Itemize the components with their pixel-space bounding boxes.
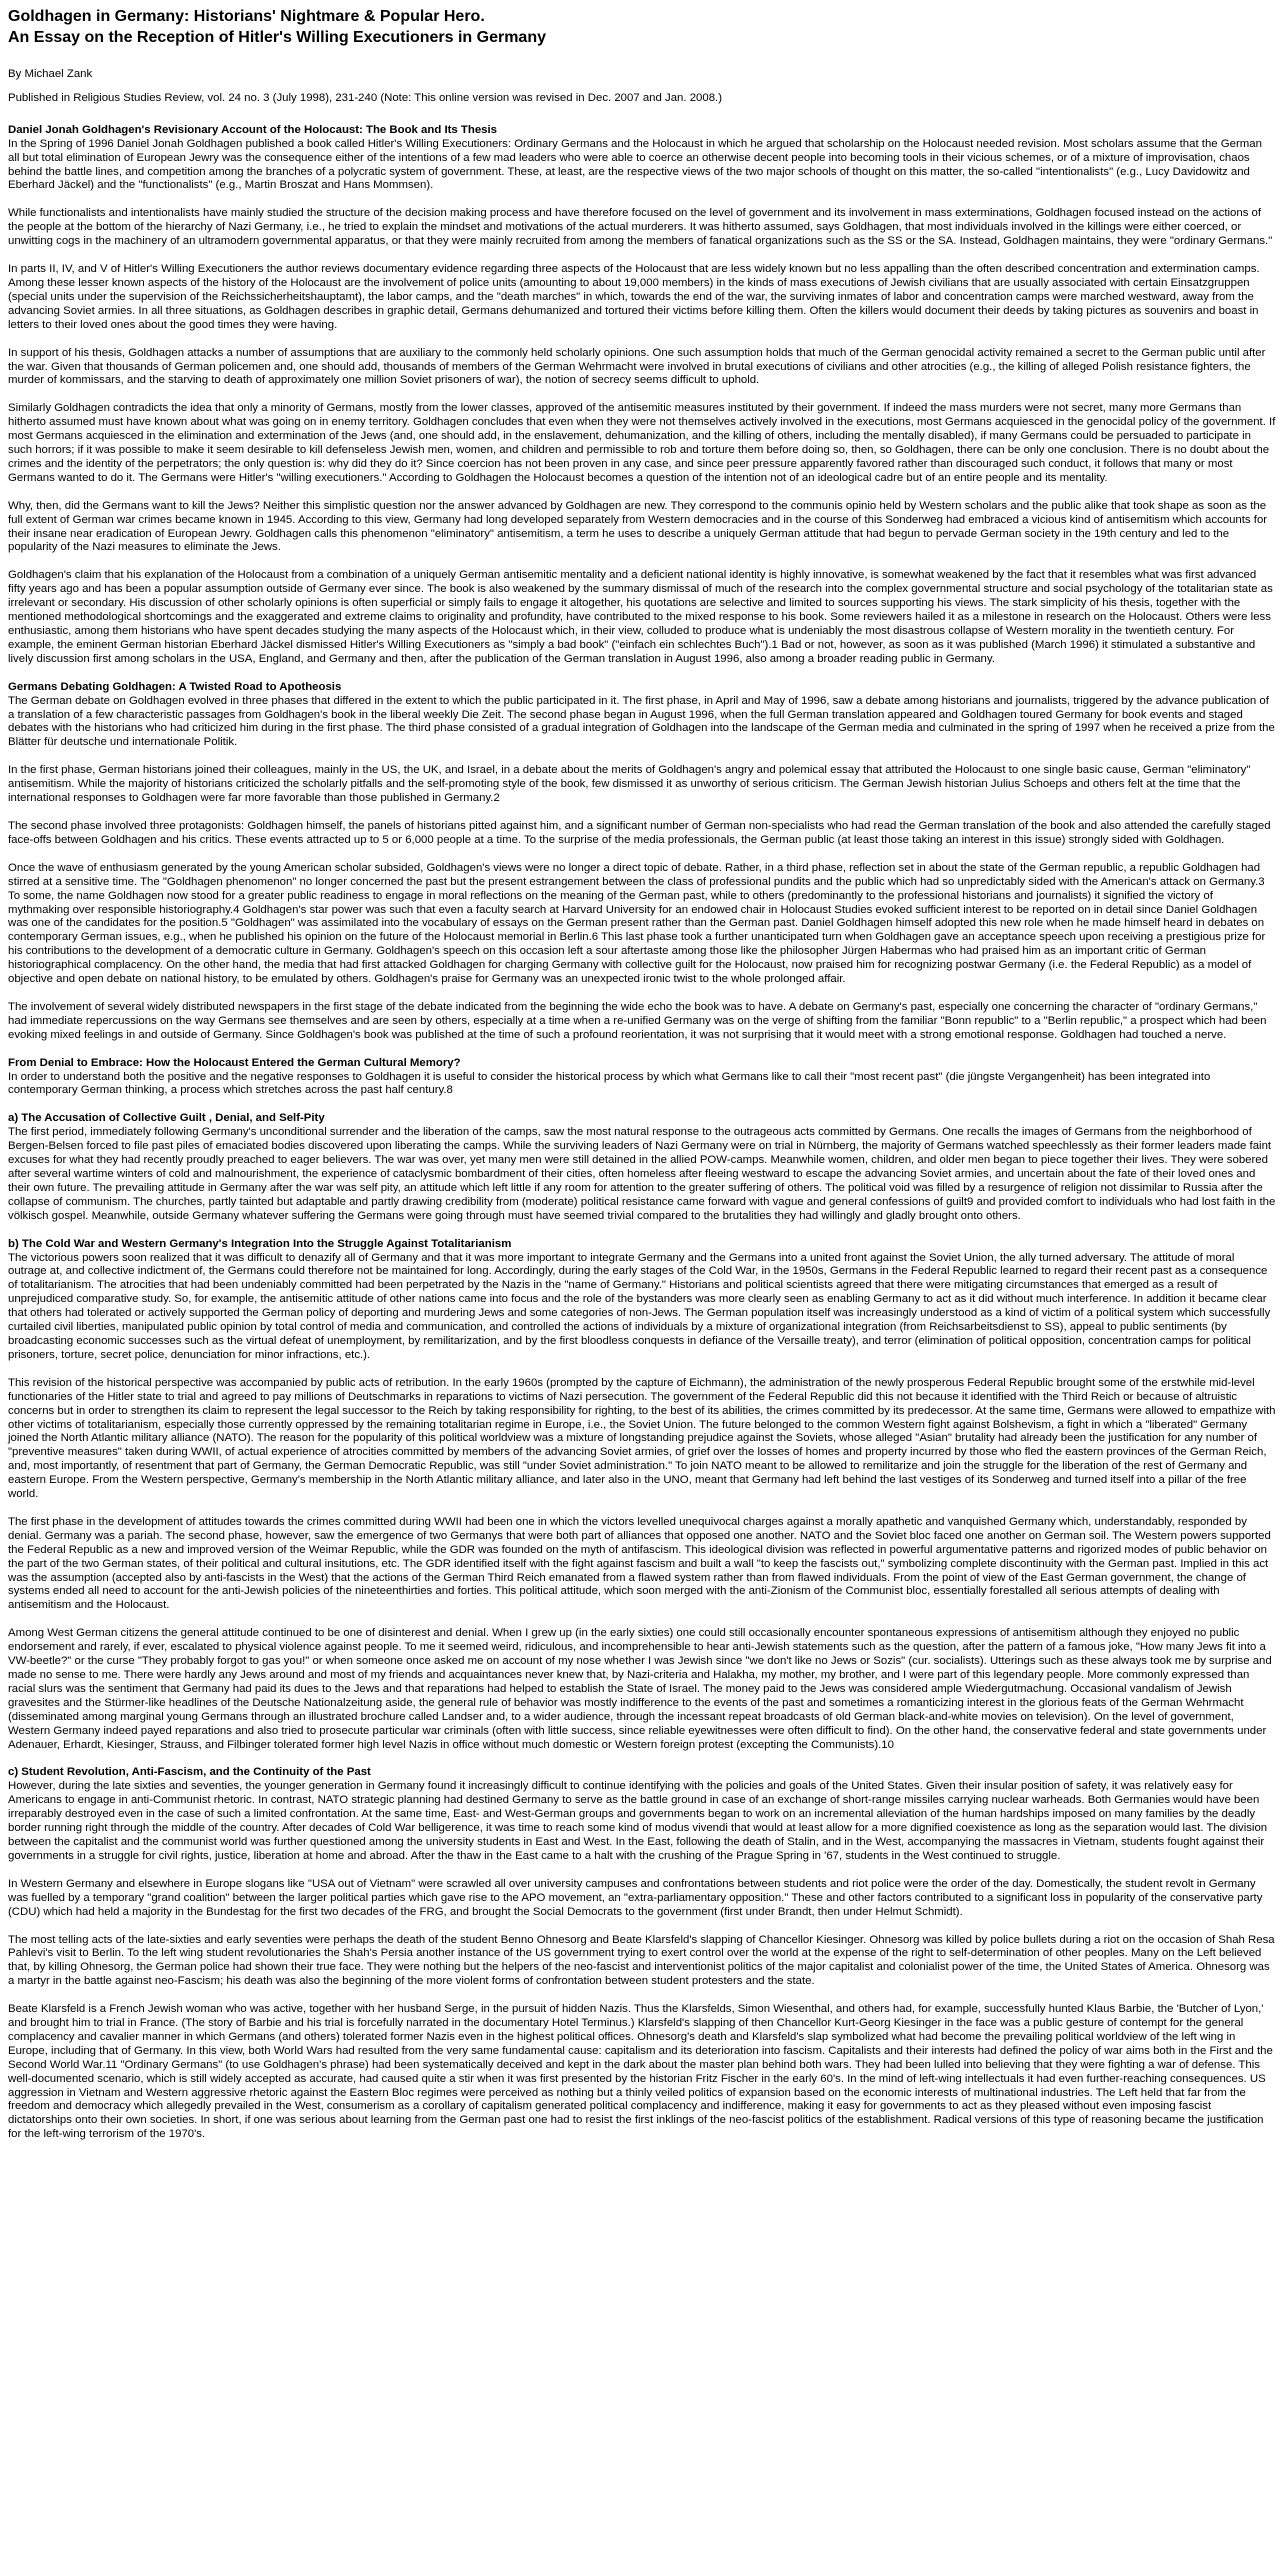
paragraph [8, 1878, 1276, 1920]
paragraph-text: Why, then, did the Germans want to kill the Jews? Neither this simplistic question nor the answer advanced by Goldhagen are new. They correspond to the communis opinio held by Western scholars and the public alike that took shape as soon as the full extent of German war crimes became known in 1945. According to this view, Germany had long developed separately from Western democracies and in the course of this Sonderweg had embraced a vicious kind of antisemitism which accounts for their insane near eradication of European Jewry. Goldhagen calls this phenomenon "eliminatory" antisemitism, a term he uses to describe a uniquely German attitude that had begun to pervade German society in the 19th century and led to the popularity of the Nazi measures to eliminate the Jews. [8, 499, 1268, 554]
paragraph [8, 764, 1276, 806]
paragraph-text: The most telling acts of the late-sixties and early seventies were perhaps the death of the student Benno Ohnesorg and Beate Klarsfeld's slapping of Chancellor Kiesinger. Ohnesorg was killed by police bullets during a riot on the occasion of Shah Resa Pahlevi's visit to Berlin. To the left wing student revolutionaries the Shah's Persia another instance of the US government trying to exert control over the world at the expense of the right to self-determination of other peoples. Many on the Left believed that, by killing Ohnesorg, the German police had shown their true face. They were nothing but the helpers of the neo-fascist and interventionist politics of the major capitalist and colonialist power of the time, the United States of America. Ohnesorg was a martyr in the battle against neo-Fascism; his death was also the beginning of the more violent forms of confrontation between student protesters and the state. [8, 1933, 1275, 1988]
paragraph-text: The first period, immediately following Germany's unconditional surrender and the liberation of the camps, saw the most natural response to the outrageous acts committed by Germans. One recalls the images of Germans from the neighborhood of Bergen-Belsen forced to file past piles of emaciated bodies discovered upon liberating the camps. While the surviving leaders of Nazi Germany were on trial in Nürnberg, the majority of Germans watched speechlessly as their former leaders made faint excuses for what they had recently proudly preached to eager believers. The war was over, yet many men were still detained in the allied POW-camps. Meanwhile women, children, and older men began to piece together their lives. They were sobered after several wartime winters of cold and malnourishment, the experience of cataclysmic bombardment of their cities, often homeless after fleeing westward to escape the advancing Soviet armies, and uncertain about the fate of their loved ones and their own future. The prevailing attitude in Germany after the war was self pity, an attitude which left little if any room for attention to the greater suffering of others. The political void was filled by a resurgence of religion not dissimilar to Russia after the collapse of communism. The churches, partly tainted but adaptable and partly drawing credibility from (moderate) political resistance came forward with vague and general confessions of guilt9 and provided comfort to individuals who had lost faith in the völkisch gospel. Meanwhile, outside Germany whatever suffering the Germans were going through must have seemed trivial compared to the brutalities they had willingly and gladly brought onto others. [8, 1126, 1276, 1222]
paragraph-text: Once the wave of enthusiasm generated by the young American scholar subsided, Goldhagen's views were no longer a direct topic of debate. Rather, in a third phase, reflection set in about the state of the German republic, a republic Goldhagen had stirred at a sensitive time. The "Goldhagen phenomenon" no longer concerned the past but the present estrangement between the class of professional pundits and the public which had so unpredictably sided with the American's attack on Germany.3 To some, the name Goldhagen now stood for a greater public readiness to engage in moral reflections on the meaning of the German past, while to others (predominantly to the professional historians and journalists) it signified the victory of mythmaking over responsible historiography.4 Goldhagen's star power was such that even a faculty search at Harvard University for an endowed chair in Holocaust Studies evoked sufficient interest to be reported on in detail since Daniel Goldhagen was one of the candidates for the position.5 "Goldhagen" was assimilated into the vocabulary of essays on the German present rather than the German past. Daniel Goldhagen himself adopted this new role when he made himself heard in debates on contemporary German issues, e.g., when he published his opinion on the future of the Holocaust memorial in Berlin.6 This last phase took a further unanticipated turn when Goldhagen gave an acceptance speech upon receiving a prestigious prize for his contributions to the development of a democratic culture in Germany. Goldhagen's speech on this occasion left a sour aftertaste among those like the philosopher Jürgen Habermas who had praised him as an important critic of German historiographical complacency. On the other hand, the media that had first attacked Goldhagen for charging Germany with collective guilt for the Holocaust, now praised him for recognizing postwar Germany (i.e. the Federal Republic) as a model of objective and open debate on national history, to be emulated by others. Goldhagen's praise for Germany was an unexpected ironic twist to the whole prolonged affair. [8, 861, 1266, 986]
paragraph-text: Among West German citizens the general attitude continued to be one of disinterest and denial. When I grew up (in the early sixties) one could still occasionally encounter spontaneous expressions of antisemitism although they enjoyed no public endorsement and rarely, if ever, escalated to physical violence against people. To me it seemed weird, ridiculous, and incomprehensible to hear anti-Jewish statements such as the question, after the pattern of a famous joke, "How many Jews fit into a VW-beetle?" or the curse "They probably forgot to gas you!" or when someone once asked me on account of my nose whether I was Jewish since "we don't like no Jews or Sozis" (cur. socialists). Utterings such as these always took me by surprise and made no sense to me. There were hardly any Jews around and most of my friends and acquaintances never knew that, by Nazi-criteria and Halakha, my mother, my brother, and I were part of this legendary people. More commonly expressed than racial slurs was the sentiment that Germany had paid its dues to the Jews and that reparations had helped to establish the State of Israel. The money paid to the Jews was considered ample Wiedergutmachung. Occasional vandalism of Jewish gravesites and the Stürmer-like headlines of the Deutsche Nationalzeitung aside, the general rule of behavior was mostly indifference to the events of the past and sometimes a romanticizing interest in the glorious feats of the German Wehrmacht (disseminated among marginal young Germans through an illustrated brochure called Landser and, to a wider audience, through the incessant repeat broadcasts of old German black-and-white movies on television). On the level of government, Western Germany indeed payed reparations and also tried to prosecute particular war criminals (often with little success, since reliable eyewitnesses were often difficult to find). On the other hand, the conservative federal and state governments under Adenauer, Erhardt, Kiesinger, Strauss, and Filbinger tolerated former high level Nazis in office without much domestic or Western foreign protest (excepting the Communists).10 [8, 1627, 1272, 1751]
paragraph-text: Beate Klarsfeld is a French Jewish woman who was active, together with her husband Serge, in the pursuit of hidden Nazis. Thus the Klarsfelds, Simon Wiesenthal, and others had, for example, successfully hunted Klaus Barbie, the 'Butcher of Lyon,' and brought him to trial in France. (The story of Barbie and his trial is forcefully narrated in the documentary Hotel Terminus.) Klarsfeld's slapping of then Chancellor Kurt-Georg Kiesinger in the face was a public gesture of contempt for the general complacency and cavalier manner in which Germans (and others) tolerated former Nazis even in the highest political offices. Ohnesorg's death and Klarsfeld's slap symbolized what had become the prevailing political worldview of the left wing in Europe, including that of Germany. In this view, both World Wars had resulted from the very same fundamental cause: capitalism and its deterioration into fascism. Capitalists and their interests had defined the policy of war aims both in the First and the Second World War.11 "Ordinary Germans" (to use Goldhagen's phrase) had been systematically deceived and kept in the dark about the master plan behind both wars. They had been lulled into believing that they were fighting a war of defense. This well-documented scenario, which is still widely accepted as accurate, had caused quite a stir when it was first presented by the historian Fritz Fischer in the early 60's. In the mind of left-wing intellectuals it had even further-reaching consequences. US aggression in Vietnam and Western aggressive rhetoric against the Eastern Bloc regimes were perceived as nothing but a thinly veiled politics of expansion based on the economic interests of multinational industries. The Left held that far from the freedom and democracy which allegedly prevailed in the West, consumerism as a corollary of capitalism generated political complacency and indifference, making it easy for governments to act as they pleased without even imposing fascist dictatorships onto their own societies. In short, if one was serious about learning from the German past one had to resist the first inklings of the neo-fascist politics of the establishment. Radical versions of this type of reasoning became the justification for the left-wing terrorism of the 1970's. [8, 2003, 1273, 2141]
section-heading: From Denial to Embrace: How the Holocaust Entered the German Cultural Memory? [8, 1056, 461, 1069]
paragraph [8, 1001, 1276, 1043]
paragraph [8, 862, 1276, 987]
paragraph [8, 820, 1276, 848]
paragraph [8, 2003, 1276, 2142]
paragraph-text: The first phase in the development of attitudes towards the crimes committed during WWII had been one in which the victors levelled unequivocal charges against a morally apathetic and vanquished Germany which, understandably, responded by denial. Germany was a pariah. The second phase, however, saw the emergence of two Germanys that were both part of alliances that opposed one another. NATO and the Soviet bloc faced one another on German soil. The Western powers supported the Federal Republic as a new and improved version of the Weimar Republic, while the GDR was founded on the myth of antifascism. This ideological division was reflected in powerful argumentative patterns and rigorized modes of public behavior on the part of the two German states, of their political and cultural insitutions, etc. The GDR identified itself with the fight against fascism and built a wall "to keep the fascists out," symbolizing complete discontinuity with the German past. Implied in this act was the assumption (accepted also by anti-fascists in the West) that the actions of the German Third Reich emanated from a flawed system rather than from flawed individuals. From the point of view of the East German government, the change of systems ended all need to account for the anti-Jewish policies of the nineteenthirties and forties. This political attitude, which soon merged with the anti-Zionism of the Communist bloc, essentially forestalled all serious attempts of dealing with antisemitism and the Holocaust. [8, 1515, 1271, 1612]
article-body [8, 124, 1276, 2142]
paragraph-text: The second phase involved three protagonists: Goldhagen himself, the panels of historians pitted against him, and a significant number of German non-specialists who had read the German translation of the book and also attended the carefully staged face-offs between Goldhagen and his critics. These events attracted up to 5 or 6,000 people at a time. To the surprise of the media professionals, the German public (at least those taking an interest in this issue) strongly sided with Goldhagen. [8, 819, 1271, 846]
paragraph [8, 124, 1276, 194]
paragraph-text: The German debate on Goldhagen evolved in three phases that differed in the extent to which the public participated in it. The first phase, in April and May of 1996, saw a debate among historians and journalists, triggered by the advance publication of a translation of a few characteristic passages from Goldhagen's book in the liberal weekly Die Zeit. The second phase began in August 1996, when the full German translation appeared and Goldhagen toured Germany for book events and staged debates with the historians who had criticized him during in the first phase. The third phase consisted of a gradual integration of Goldhagen into the landscape of the German media and culminated in the spring of 1997 when he received a prize from the Blätter für deutsche und internationale Politik. [8, 694, 1275, 749]
paragraph [8, 1766, 1276, 1863]
section-heading: b) The Cold War and Western Germany's Integration Into the Struggle Against Totalitarianism [8, 1237, 512, 1250]
section-heading: a) The Accusation of Collective Guilt , Denial, and Self-Pity [8, 1112, 325, 1125]
title-line-1: Goldhagen in Germany: Historians' Nightmare & Popular Hero. [8, 8, 485, 25]
paragraph [8, 569, 1276, 666]
paragraph [8, 1238, 1276, 1363]
paragraph-text: The victorious powers soon realized that it was difficult to denazify all of Germany and that it was more important to integrate Germany and the Germans into a united front against the Soviet Union, the ally turned adversary. The attitude of moral outrage at, and collective indictment of, the Germans could therefore not be maintained for long. Accordingly, during the early stages of the Cold War, in the 1950s, Germans in the Federal Republic learned to regard their recent past as a consequence of totalitarianism. The atrocities that had been undeniably committed had been perpetrated by the Nazis in the "name of Germany." Historians and political scientists agreed that there were mitigating circumstances that emerged as a result of unprejudiced comparative study. So, for example, the antisemitic attitude of other nations came into focus and the role of the bystanders was more clearly seen as enabling Germany to act as it did without much interference. In addition it became clear that others had tolerated or actively supported the German policy of deporting and murdering Jews and some categories of non-Jews. The German population itself was increasingly understood as a kind of victim of a political system which successfully curtailed civil liberties, manipulated public opinion by total control of media and communication, and controlled the actions of individuals by a mixture of organizational integration (from Reichsarbeitsdienst to SS), appeal to public sentiments (by broadcasting economic successes such as the virtual defeat of unemployment, by remilitarization, and by the first bloodless conquests in defiance of the Versaille treaty), and terror (elimination of political opposition, concentration camps for political prisoners, torture, secret police, denunciation for minor infractions, etc.). [8, 1251, 1271, 1361]
byline: By Michael Zank [8, 68, 93, 80]
paragraph [8, 1377, 1276, 1502]
paragraph-text: The involvement of several widely distributed newspapers in the first stage of the debate indicated from the beginning the wide echo the book was to have. A debate on Germany's past, especially one concerning the character of "ordinary Germans," had immediate repercussions on the way Germans see themselves and are seen by others, especially at a time when a re-unified Germany was on the verge of shifting from the familiar "Bonn republic" to a "Berlin republic," a prospect which had been evoking mixed feelings in and outside of Germany. Since Goldhagen's book was published at the time of such a profound reorientation, it was not surprising that it would meet with a strong emotional response. Goldhagen had touched a nerve. [8, 1000, 1267, 1041]
paragraph [8, 1057, 1276, 1099]
paragraph-text: In the Spring of 1996 Daniel Jonah Goldhagen published a book called Hitler's Willing Executioners: Ordinary Germans and the Holocaust in which he argued that scholarship on the Holocaust needed revision. Most scholars assume that the German all but total elimination of European Jewry was the consequence either of the intentions of a few mad leaders who were able to coerce an otherwise decent people into becoming tools in their vicious schemes, or of a mixture of improvisation, chaos behind the battle lines, and competition among the branches of a polycratic system of government. These, at least, are the respective views of the two major schools of thought on this matter, the so-called "intentionalists" (e.g., Lucy Davidowitz and Eberhard Jäckel) and the "functionalists" (e.g., Martin Broszat and Hans Mommsen). [8, 137, 1262, 192]
paragraph-text: In Western Germany and elsewhere in Europe slogans like "USA out of Vietnam" were scrawled all over university campuses and confrontations between students and riot police were the order of the day. Domestically, the student revolt in Germany was fuelled by a temporary "grand coalition" between the larger political parties which gave rise to the APO movement, an "extra-parliamentary opposition." These and other factors contributed to a significant loss in popularity of the conservative party (CDU) which had held a majority in the Bundestag for the first two decades of the FRG, and brought the Social Democrats to the government (first under Brandt, then under Helmut Schmidt). [8, 1877, 1263, 1918]
section-heading: Daniel Jonah Goldhagen's Revisionary Account of the Holocaust: The Book and Its Thesis [8, 123, 497, 136]
title-line-2: An Essay on the Reception of Hitler's Willing Executioners in Germany [8, 29, 546, 46]
paragraph-text: While functionalists and intentionalists have mainly studied the structure of the decision making process and have therefore focused on the level of government and its involvement in mass exterminations, Goldhagen focused instead on the actions of the people at the bottom of the hierarchy of Nazi Germany, i.e., he tried to explain the mindset and motivations of the actual murderers. It was hitherto assumed, says Goldhagen, that most individuals involved in the killings were either coerced, or unwitting cogs in the machinery of an ultramodern governmental apparatus, or that they were mainly recruited from among the members of fanatical organizations such as the SS or the SA. Instead, Goldhagen maintains, they were "ordinary Germans." [8, 207, 1273, 248]
paragraph [8, 402, 1276, 485]
paragraph-text: In support of his thesis, Goldhagen attacks a number of assumptions that are auxiliary to the commonly held scholarly opinions. One such assumption holds that much of the German genocidal activity remained a secret to the German public until after the war. Given that thousands of German policemen and, one should add, thousands of members of the German Wehrmacht were involved in brutal executions of civilians and other atrocities (e.g., the killing of alleged Polish resistance fighters, the murder of kommissars, and the starving to death of approximately one million Soviet prisoners of war), the notion of secrecy seems difficult to uphold. [8, 346, 1266, 387]
section-heading: c) Student Revolution, Anti-Fascism, and the Continuity of the Past [8, 1766, 371, 1779]
section-heading: Germans Debating Goldhagen: A Twisted Road to Apotheosis [8, 680, 342, 693]
paragraph [8, 500, 1276, 556]
paragraph-text: Similarly Goldhagen contradicts the idea that only a minority of Germans, mostly from the lower classes, approved of the antisemitic measures instituted by their government. If indeed the mass murders were not secret, many more Germans than hitherto assumed must have known about what was going on in enemy territory. Goldhagen concludes that even when they were not themselves actively involved in the executions, most Germans acquiesced in the genocidal policy of the government. If most Germans acquiesced in the elimination and extermination of the Jews (and, one should add, in the enslavement, dehumanization, and the killing of others, including the mentally disabled), if many Germans could be persuaded to participate in such horrors; if it was possible to make it seem desirable to kill defenseless Jewish men, women, and children and permissible to rob and torture them before doing so, then, so Goldhagen, there can be only one conclusion. There is no doubt about the crimes and the identity of the perpetrators; the only question is: why did they do it? Since coercion has not been proven in any case, and since peer pressure apparently favored rather than discouraged such conduct, it follows that many or most Germans wanted to do it. The Germans were Hitler's "willing executioners." According to Goldhagen the Holocaust becomes a question of the intention not of an ideological cadre but of an entire people and its mentality. [8, 402, 1276, 484]
document-title [8, 6, 1276, 48]
paragraph [8, 1627, 1276, 1752]
paragraph-text: Goldhagen's claim that his explanation of the Holocaust from a combination of a uniquely German antisemitic mentality and a deficient national identity is highly innovative, is somewhat weakened by the fact that it resembles what was first advanced fifty years ago and has been a popular assumption outside of Germany ever since. The book is also weakened by the summary dismissal of much of the research into the complex governmental structure and social psychology of the totalitarian state as irrelevant or secondary. His discussion of other scholarly opinions is often superficial or simply fails to engage it altogether, his quotations are selective and limited to sources supporting his views. The stark simplicity of his thesis, together with the mentioned methodological shortcomings and the exaggerated and extreme claims to originality and profundity, have contributed to the mixed response to his book. Some reviewers hailed it as a milestone in research on the Holocaust. Others were less enthusiastic, among them historians who have spent decades studying the many aspects of the Holocaust which, in their view, colluded to produce what is undeniably the most disastrous collapse of Western morality in the twentieth century. For example, the eminent German historian Eberhard Jäckel dismissed Hitler's Willing Executioners as "simply a bad book" ("einfach ein schlechtes Buch").1 Bad or not, however, as soon as it was published (March 1996) it stimulated a substantive and lively discussion first among scholars in the USA, England, and Germany and then, after the publication of the German translation in August 1996, also among a broader reading public in Germany. [8, 569, 1273, 665]
paragraph [8, 1112, 1276, 1223]
paragraph [8, 347, 1276, 389]
paragraph [8, 681, 1276, 751]
paragraph-text: However, during the late sixties and seventies, the younger generation in Germany found it increasingly difficult to continue identifying with the policies and goals of the United States. Given their insular position of safety, it was relatively easy for Americans to engage in anti-Communist rhetoric. In contrast, NATO strategic planning had destined Germany to serve as the battle ground in case of an exchange of short-range missiles carrying nuclear warheads. Both Germanies would have been irreparably destroyed even in the case of such a limited confrontation. At the same time, East- and West-German groups and governments began to work on an incremental alleviation of the human hardships imposed on many families by the deadly border running right through the middle of the country. After decades of Cold War belligerence, it was time to reach some kind of modus vivendi that would at least allow for a more dignified coexistence as long as the separation would last. The division between the capitalist and the communist world was further questioned among the university students in East and West. In the East, following the death of Stalin, and in the West, accompanying the massacres in Vietnam, students fought against their governments in a struggle for civil rights, justice, liberation at home and abroad. After the thaw in the East came to a halt with the crushing of the Prague Spring in '67, students in the West continued to struggle. [8, 1780, 1268, 1862]
publication-info: Published in Religious Studies Review, vol. 24 no. 3 (July 1998), 231-240 (Note: This online version was revised in Dec. 2007 and Jan. 2008.) [8, 91, 723, 104]
paragraph-text: In order to understand both the positive and the negative responses to Goldhagen it is useful to consider the historical process by which what Germans like to call their "most recent past" (die jüngste Vergangenheit) has been integrated into contemporary German thinking, a process which stretches across the past half century.8 [8, 1070, 1211, 1097]
paragraph-text: This revision of the historical perspective was accompanied by public acts of retribution. In the early 1960s (prompted by the capture of Eichmann), the administration of the newly prosperous Federal Republic brought some of the erstwhile mid-level functionaries of the Hitler state to trial and agreed to pay millions of Deutschmarks in reparations to victims of Nazi persecution. The government of the Federal Republic did this not because it identified with the Third Reich or because of altruistic concerns but in order to strengthen its claim to represent the legal successor to the Reich by taking responsibility for righting, to the best of its abilities, the crimes committed by its predecessor. At the same time, Germans were allowed to empathize with other victims of totalitarianism, especially those currently oppressed by the remaining totalitarian regime in Europe, i.e., the Soviet Union. The future belonged to the common Western fight against Bolshevism, a fight in which a "liberated" Germany joined the North Atlantic military alliance (NATO). The reason for the popularity of this political worldview was a mixture of longstanding prejudice against the Soviets, whose alleged "Asian" brutality had already been the justification for any number of "preventive measures" taken during WWII, of actual experience of atrocities committed by members of the advancing Soviet armies, of grief over the losses of homes and property incurred by those who fled the eastern provinces of the German Reich, and, most importantly, of resentment that part of Germany, the German Democratic Republic, was still "under Soviet administration." To join NATO meant to be allowed to remilitarize and join the struggle for the liberation of the rest of Germany and eastern Europe. From the Western perspective, Germany's membership in the North Atlantic military alliance, and later also in the UNO, meant that Germany had left behind the last vestiges of its Sonderweg and turned itself into a pillar of the free world. [8, 1376, 1276, 1501]
paragraph-text: In parts II, IV, and V of Hitler's Willing Executioners the author reviews documentary evidence regarding three aspects of the Holocaust that are less widely known but no less appalling than the often described concentration and extermination camps. Among these lesser known aspects of the history of the Holocaust are the involvement of police units (amounting to about 19,000 members) in the kinds of mass executions of Jewish civilians that are usually associated with certain Einsatzgruppen (special units under the supervision of the Reichssicherheitshauptamt), the labor camps, and the "death marches" in which, towards the end of the war, the surviving inmates of labor and concentration camps were marched westward, away from the advancing Soviet armies. In all three situations, as Goldhagen describes in graphic detail, Germans dehumanized and tortured their victims before killing them. Often the killers would document their deeds by taking pictures as souvenirs and boast in letters to their loved ones about the good times they were having. [8, 263, 1260, 331]
paragraph [8, 263, 1276, 333]
paragraph [8, 207, 1276, 249]
paragraph-text: In the first phase, German historians joined their colleagues, mainly in the US, the UK, and Israel, in a debate about the merits of Goldhagen's angry and polemical essay that attributed the Holocaust to one single basic cause, German "eliminatory" antisemitism. While the majority of historians criticized the scholarly pitfalls and the self-promoting style of the book, few dismissed it as unworthy of serious criticism. The German Jewish historian Julius Schoeps and others felt at the time that the international responses to Goldhagen were far more favorable than those published in Germany.2 [8, 764, 1251, 805]
paragraph [8, 1516, 1276, 1613]
paragraph [8, 1934, 1276, 1990]
